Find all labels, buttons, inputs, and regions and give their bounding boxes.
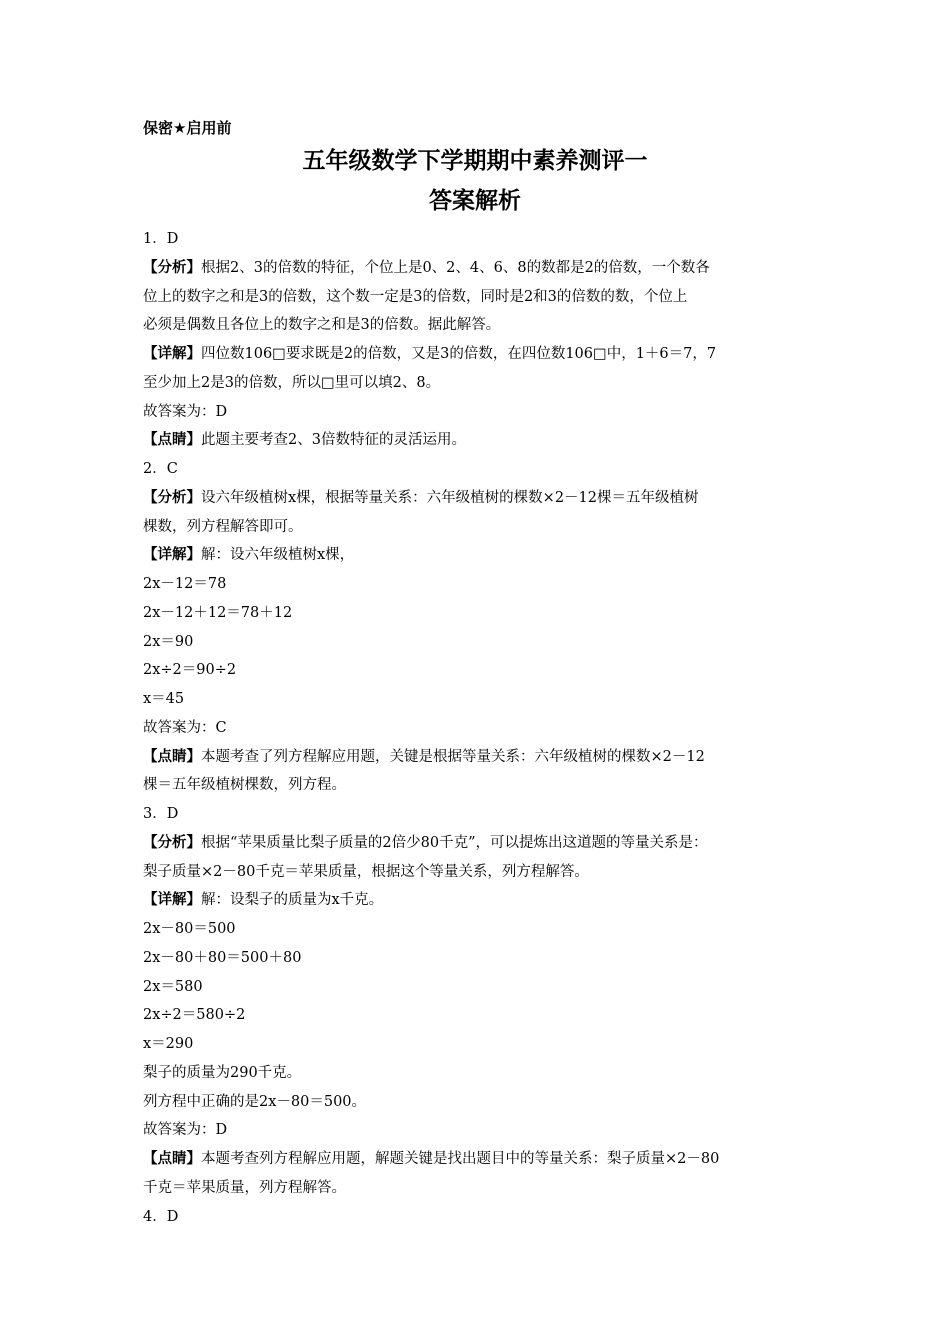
text-line <box>143 340 823 369</box>
text-line <box>143 771 823 800</box>
text-line <box>143 311 823 340</box>
line-text: 千克＝苹果质量，列方程解答。 <box>143 1179 346 1196</box>
section-tag: 【分析】 <box>143 259 201 276</box>
text-line <box>143 513 823 542</box>
line-text: 解：设六年级植树x棵， <box>201 547 355 564</box>
section-tag: 【详解】 <box>143 892 201 909</box>
text-line <box>143 369 823 398</box>
text-line <box>143 1030 823 1059</box>
text-line <box>143 1059 823 1088</box>
line-text: 根据2、3的倍数的特征，个位上是0、2、4、6、8的数都是2的倍数，一个数各 <box>201 259 710 276</box>
text-line <box>143 656 823 685</box>
line-text: 2．C <box>143 461 178 477</box>
line-text: 2x－80＋80＝500＋80 <box>143 949 302 966</box>
line-text: 解：设梨子的质量为x千克。 <box>201 892 384 909</box>
line-text: 四位数106□要求既是2的倍数，又是3的倍数，在四位数106□中，1＋6＝7，7 <box>201 346 717 362</box>
text-line <box>143 1174 823 1203</box>
line-text: 2x＝580 <box>143 978 203 995</box>
text-line <box>143 628 823 657</box>
answer-content <box>143 225 823 1231</box>
text-line <box>143 800 823 829</box>
line-text: 本题考查列方程解应用题，解题关键是找出题目中的等量关系：梨子质量×2－80 <box>201 1151 720 1167</box>
text-line <box>143 743 823 772</box>
text-line <box>143 858 823 887</box>
text-line <box>143 915 823 944</box>
text-line <box>143 1088 823 1117</box>
text-line <box>143 398 823 427</box>
line-text: 故答案为：D <box>143 1122 228 1139</box>
text-line <box>143 426 823 455</box>
text-line <box>143 1145 823 1174</box>
line-text: 列方程中正确的是2x－80＝500。 <box>143 1093 367 1110</box>
text-line <box>143 685 823 714</box>
line-text: 2x÷2＝580÷2 <box>143 1007 246 1024</box>
line-text: 设六年级植树x棵，根据等量关系：六年级植树的棵数×2－12棵＝五年级植树 <box>201 489 699 506</box>
document-subtitle: 答案解析 <box>429 188 521 214</box>
line-text: 2x－12＝78 <box>143 576 227 592</box>
text-line <box>143 455 823 484</box>
line-text: x＝45 <box>143 691 185 707</box>
line-text: 2x－12＋12＝78＋12 <box>143 604 293 621</box>
section-tag: 【点睛】 <box>143 1151 201 1167</box>
text-line <box>143 570 823 599</box>
text-line <box>143 225 823 254</box>
line-text: 梨子的质量为290千克。 <box>143 1064 302 1081</box>
text-line <box>143 254 823 283</box>
line-text: 故答案为：D <box>143 403 228 420</box>
line-text: 本题考查了列方程解应用题，关键是根据等量关系：六年级植树的棵数×2－12 <box>201 748 705 765</box>
line-text: 必须是偶数且各位上的数字之和是3的倍数。据此解答。 <box>143 317 501 334</box>
document-title: 五年级数学下学期期中素养测评一 <box>302 148 648 174</box>
section-tag: 【分析】 <box>143 834 201 851</box>
text-line <box>143 283 823 312</box>
line-text: 4．D <box>143 1208 179 1225</box>
confidential-label: 保密★启用前 <box>143 119 232 137</box>
text-line <box>143 1001 823 1030</box>
text-line <box>143 829 823 858</box>
text-line <box>143 1116 823 1145</box>
line-text: x＝290 <box>143 1036 194 1052</box>
line-text: 1．D <box>143 231 179 247</box>
section-tag: 【分析】 <box>143 489 201 506</box>
line-text: 此题主要考查2、3倍数特征的灵活运用。 <box>201 432 466 449</box>
line-text: 根据“苹果质量比梨子质量的2倍少80千克”，可以提炼出这道题的等量关系是： <box>201 834 708 851</box>
line-text: 3．D <box>143 806 179 822</box>
line-text: 2x－80＝500 <box>143 921 236 937</box>
line-text: 梨子质量×2－80千克＝苹果质量，根据这个等量关系，列方程解答。 <box>143 863 589 880</box>
section-tag: 【详解】 <box>143 346 201 362</box>
text-line <box>143 541 823 570</box>
line-text: 2x＝90 <box>143 633 194 650</box>
text-line <box>143 484 823 513</box>
section-tag: 【点睛】 <box>143 432 201 449</box>
text-line <box>143 944 823 973</box>
text-line <box>143 1203 823 1232</box>
line-text: 棵＝五年级植树棵数，列方程。 <box>143 777 346 794</box>
line-text: 位上的数字之和是3的倍数，这个数一定是3的倍数，同时是2和3的倍数的数，个位上 <box>143 288 688 305</box>
line-text: 故答案为：C <box>143 719 227 736</box>
section-tag: 【点睛】 <box>143 748 201 765</box>
line-text: 至少加上2是3的倍数，所以□里可以填2、8。 <box>143 374 441 391</box>
text-line <box>143 714 823 743</box>
line-text: 棵数，列方程解答即可。 <box>143 518 303 535</box>
text-line <box>143 973 823 1002</box>
text-line <box>143 886 823 915</box>
line-text: 2x÷2＝90÷2 <box>143 662 237 679</box>
text-line <box>143 599 823 628</box>
section-tag: 【详解】 <box>143 547 201 564</box>
